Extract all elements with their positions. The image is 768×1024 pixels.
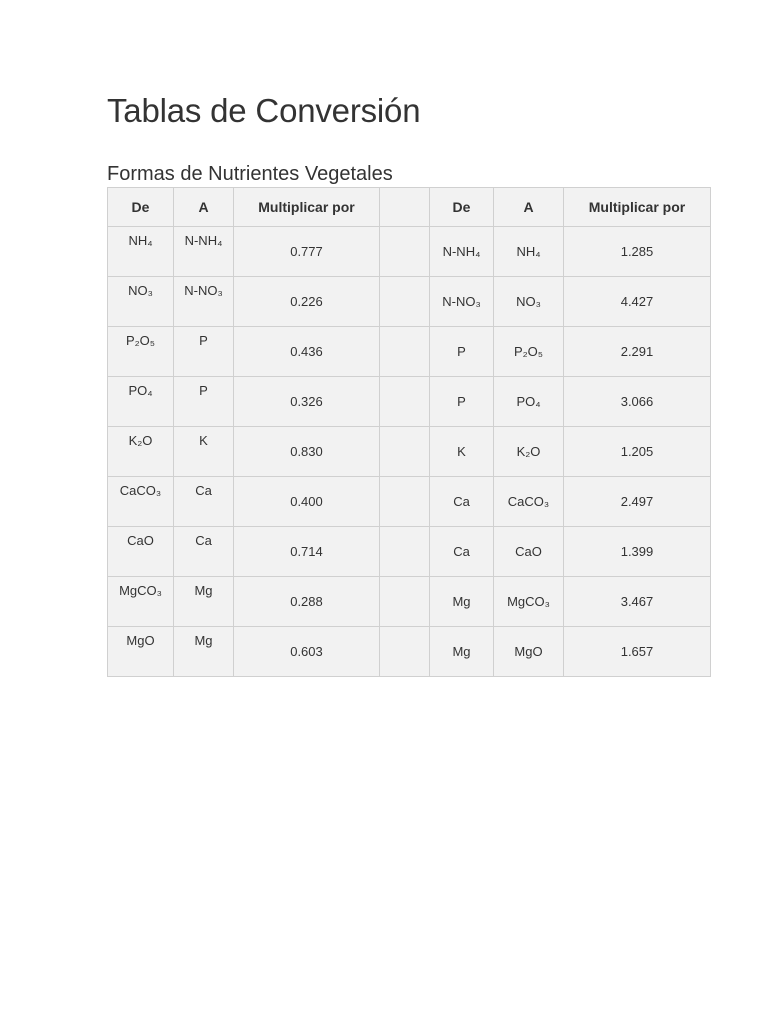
cell-right-from: Mg (430, 577, 494, 627)
cell-left-factor: 0.603 (234, 627, 380, 677)
cell-left-to: P (174, 327, 234, 377)
table-row (108, 327, 711, 377)
cell-left-factor: 0.830 (234, 427, 380, 477)
cell-spacer (380, 327, 430, 377)
cell-right-to: P₂O₅ (494, 327, 564, 377)
cell-right-from: N-NH₄ (430, 227, 494, 277)
cell-right-from: K (430, 427, 494, 477)
table-row (108, 377, 711, 427)
cell-right-from: Mg (430, 627, 494, 677)
cell-right-from: N-NO₃ (430, 277, 494, 327)
cell-spacer (380, 627, 430, 677)
cell-left-factor: 0.326 (234, 377, 380, 427)
cell-left-factor: 0.777 (234, 227, 380, 277)
table-row (108, 227, 711, 277)
cell-left-from: CaCO₃ (108, 477, 174, 527)
cell-right-from: P (430, 377, 494, 427)
cell-spacer (380, 527, 430, 577)
cell-right-from: Ca (430, 477, 494, 527)
cell-left-from: NO₃ (108, 277, 174, 327)
table-row (108, 427, 711, 477)
table-row (108, 477, 711, 527)
cell-left-to: Mg (174, 627, 234, 677)
cell-left-to: P (174, 377, 234, 427)
cell-spacer (380, 427, 430, 477)
cell-right-factor: 1.285 (564, 227, 711, 277)
cell-right-factor: 2.497 (564, 477, 711, 527)
cell-left-from: NH₄ (108, 227, 174, 277)
header-left-to: A (174, 188, 234, 227)
cell-spacer (380, 227, 430, 277)
cell-right-factor: 3.467 (564, 577, 711, 627)
cell-left-from: K₂O (108, 427, 174, 477)
cell-right-to: MgCO₃ (494, 577, 564, 627)
cell-right-factor: 3.066 (564, 377, 711, 427)
table-header-row (108, 188, 711, 227)
cell-left-factor: 0.226 (234, 277, 380, 327)
cell-right-factor: 4.427 (564, 277, 711, 327)
cell-left-from: P₂O₅ (108, 327, 174, 377)
page-title: Tablas de Conversión (107, 92, 421, 129)
cell-right-to: CaO (494, 527, 564, 577)
cell-right-to: K₂O (494, 427, 564, 477)
cell-right-to: NO₃ (494, 277, 564, 327)
header-right-factor: Multiplicar por (564, 188, 711, 227)
cell-right-factor: 1.399 (564, 527, 711, 577)
cell-left-to: Mg (174, 577, 234, 627)
cell-right-to: MgO (494, 627, 564, 677)
cell-left-to: Ca (174, 477, 234, 527)
cell-right-from: Ca (430, 527, 494, 577)
cell-right-to: NH₄ (494, 227, 564, 277)
cell-spacer (380, 277, 430, 327)
cell-left-to: Ca (174, 527, 234, 577)
cell-spacer (380, 377, 430, 427)
cell-left-factor: 0.288 (234, 577, 380, 627)
cell-spacer (380, 577, 430, 627)
cell-right-factor: 2.291 (564, 327, 711, 377)
cell-left-factor: 0.400 (234, 477, 380, 527)
cell-right-factor: 1.205 (564, 427, 711, 477)
cell-left-from: PO₄ (108, 377, 174, 427)
cell-left-factor: 0.714 (234, 527, 380, 577)
cell-right-factor: 1.657 (564, 627, 711, 677)
cell-right-to: PO₄ (494, 377, 564, 427)
table-row (108, 627, 711, 677)
header-left-from: De (108, 188, 174, 227)
header-right-to: A (494, 188, 564, 227)
cell-left-to: N-NO₃ (174, 277, 234, 327)
cell-left-factor: 0.436 (234, 327, 380, 377)
table-row (108, 577, 711, 627)
table-row (108, 277, 711, 327)
header-right-from: De (430, 188, 494, 227)
cell-left-from: MgCO₃ (108, 577, 174, 627)
cell-spacer (380, 477, 430, 527)
table-body (108, 227, 711, 677)
table-row (108, 527, 711, 577)
section-subtitle: Formas de Nutrientes Vegetales (107, 163, 393, 185)
cell-right-from: P (430, 327, 494, 377)
cell-right-to: CaCO₃ (494, 477, 564, 527)
cell-left-to: K (174, 427, 234, 477)
header-left-factor: Multiplicar por (234, 188, 380, 227)
header-spacer (380, 188, 430, 227)
cell-left-from: MgO (108, 627, 174, 677)
cell-left-from: CaO (108, 527, 174, 577)
cell-left-to: N-NH₄ (174, 227, 234, 277)
conversion-table (107, 187, 711, 677)
